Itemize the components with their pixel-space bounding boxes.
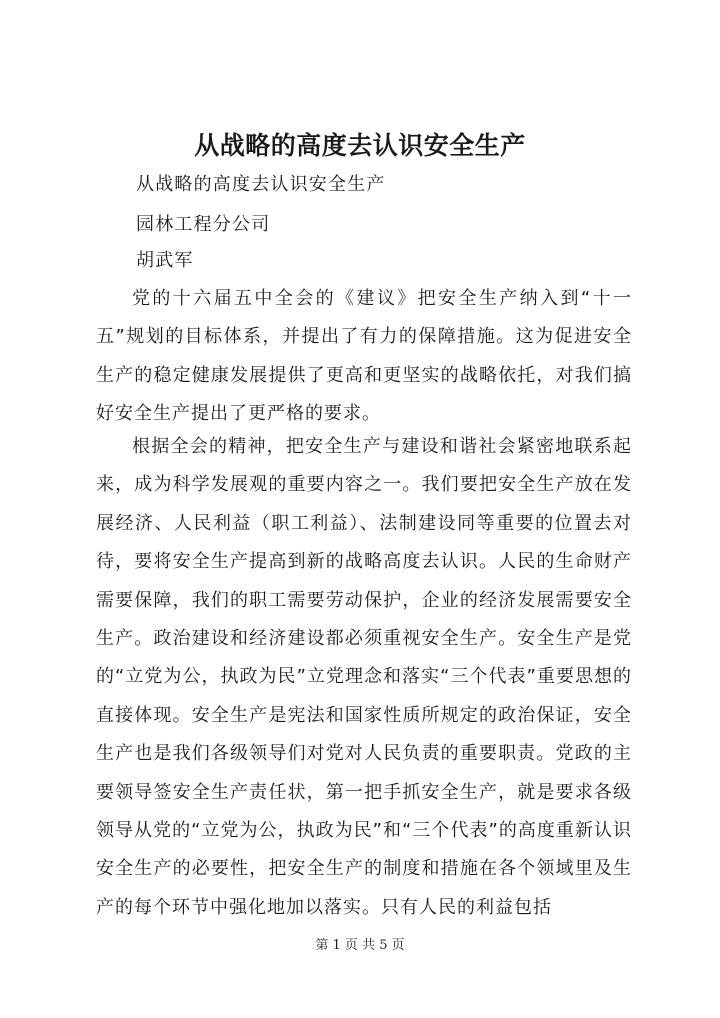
document-subtitle: 从战略的高度去认识安全生产 <box>136 174 386 195</box>
page-number-footer: 第 1 页 共 5 页 <box>315 938 405 953</box>
body-paragraph-2: 根据全会的精神，把安全生产与建设和谐社会紧密地联系起来，成为科学发展观的重要内容之一。我们要把安全生产放在发展经济、人民利益（职工利益）、法制建设同等重要的位置去对待，要将安全生产提高到新的战略高度去认识。人民的生命财产需要保障，我们的职工需要劳动保护，企业的经济发展需要安全生产。政治建设和经济建设都必须重视安全生产。安全生产是党的“立党为公，执政为民”立党理念和落实“三个代表”重要思想的直接体现。安全生产是宪法和国家性质所规定的政治保证，安全生产也是我们各级领导们对党对人民负责的重要职责。党政的主要领导签安全生产责任状，第一把手抓安全生产，就是要求各级领导从党的“立党为公，执政为民”和“三个代表”的高度重新认识安全生产的必要性，把安全生产的制度和措施在各个领域里及生产的每个环节中强化地加以落实。只有人民的利益包括 <box>96 436 632 918</box>
body-paragraph-1: 党的十六届五中全会的《建议》把安全生产纳入到“十一五”规划的目标体系，并提出了有力的保障措施。这为促进安全生产的稳定健康发展提供了更高和更坚实的战略依托，对我们搞好安全生产提出了更严格的要求。 <box>96 288 632 425</box>
document-title: 从战略的高度去认识安全生产 <box>194 131 526 160</box>
author-name: 胡武军 <box>136 250 194 271</box>
organization-name: 园林工程分公司 <box>136 214 271 235</box>
